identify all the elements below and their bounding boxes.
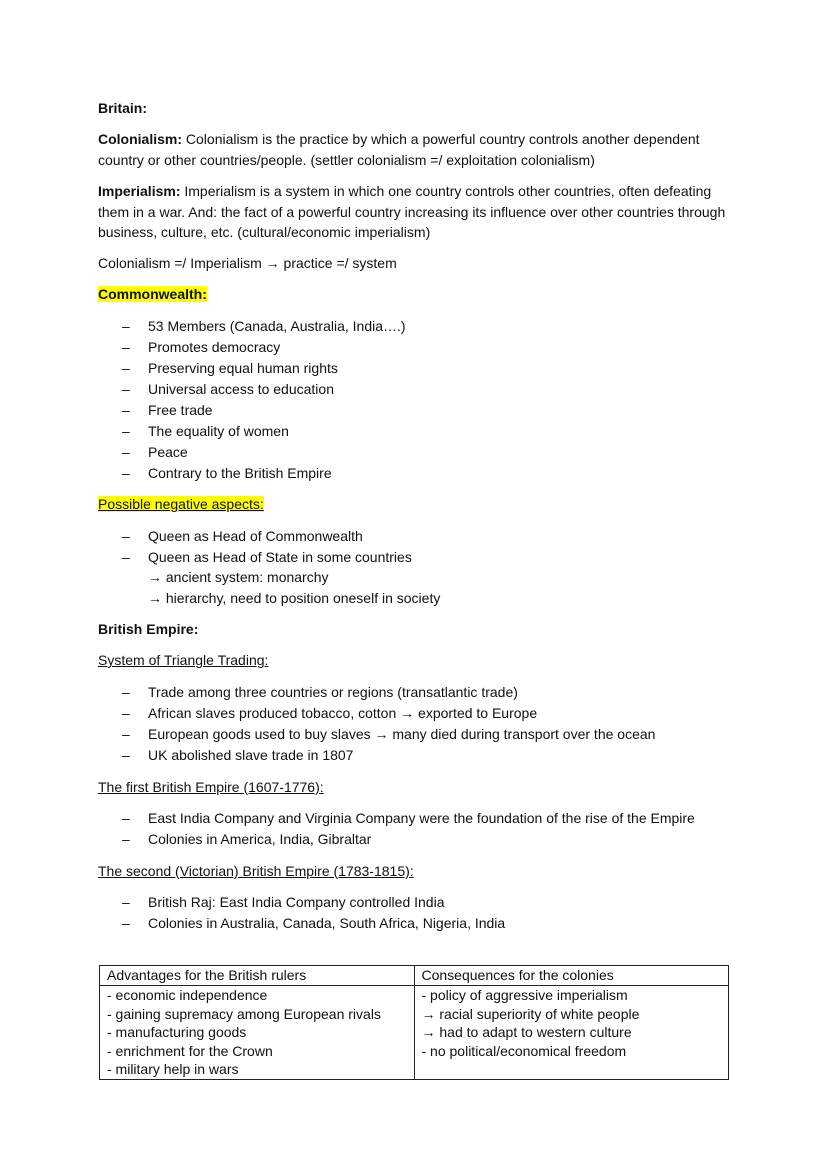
- sub-point: → hierarchy, need to position oneself in society: [148, 589, 441, 606]
- list-item: – UK abolished slave trade in 1807: [122, 747, 354, 763]
- table-line: - gaining supremacy among European rivals: [107, 1005, 381, 1022]
- second-empire-list: [98, 892, 738, 934]
- negative-aspects-subpoints: [98, 567, 738, 608]
- list-item: – Queen as Head of State in some countries: [122, 549, 412, 565]
- consequences-cell: [414, 986, 729, 1080]
- comparison-line: Colonialism =/ Imperialism → practice =/ system: [98, 255, 397, 271]
- commonwealth-heading: Commonwealth:: [98, 286, 207, 302]
- list-item: – Queen as Head of Commonwealth: [122, 528, 363, 544]
- britain-heading: Britain:: [98, 100, 147, 116]
- table-line: → racial superiority of white people: [421, 1005, 640, 1022]
- imperialism-text: Imperialism is a system in which one country controls other countries, often defeating them in a war. And: the fact of a powerful country increasing its influence over other countries through business, culture, etc. (cultural/economic imperialism): [98, 183, 726, 240]
- triangle-trading-heading: System of Triangle Trading:: [98, 652, 269, 668]
- first-empire-list: [98, 808, 738, 850]
- list-item: – British Raj: East India Company controlled India: [122, 894, 445, 910]
- list-item: – Contrary to the British Empire: [122, 465, 332, 481]
- advantages-cell: [100, 986, 415, 1080]
- first-empire-heading: The first British Empire (1607-1776):: [98, 779, 324, 795]
- advantages-consequences-table: [99, 965, 729, 1080]
- list-item: – East India Company and Virginia Company were the foundation of the rise of the Empire: [122, 810, 695, 826]
- table-line: - policy of aggressive imperialism: [421, 987, 628, 1003]
- list-item: – Universal access to education: [122, 381, 334, 397]
- consequences-header: Consequences for the colonies: [414, 966, 729, 986]
- table-line: - no political/economical freedom: [421, 1042, 627, 1059]
- commonwealth-list: [98, 316, 738, 484]
- negative-aspects-list: [98, 526, 738, 568]
- table-line: - manufacturing goods: [107, 1024, 247, 1041]
- british-empire-heading: British Empire:: [98, 621, 199, 637]
- table-row: [100, 986, 729, 1080]
- list-item: – Free trade: [122, 402, 213, 418]
- list-item: – Peace: [122, 444, 188, 460]
- advantages-header: Advantages for the British rulers: [100, 966, 415, 986]
- table-header-row: [100, 966, 729, 986]
- list-item: – 53 Members (Canada, Australia, India….): [122, 318, 406, 334]
- list-item: – The equality of women: [122, 423, 289, 439]
- table-line: - economic independence: [107, 987, 268, 1003]
- list-item: – Preserving equal human rights: [122, 360, 338, 376]
- list-item: – Promotes democracy: [122, 339, 281, 355]
- table-line: - enrichment for the Crown: [107, 1042, 273, 1059]
- list-item: – African slaves produced tobacco, cotton → exported to Europe: [122, 705, 538, 721]
- triangle-trading-list: [98, 682, 738, 766]
- imperialism-term: Imperialism:: [98, 183, 181, 199]
- table-line: - military help in wars: [107, 1061, 239, 1078]
- imperialism-definition: [98, 181, 738, 243]
- list-item: – Colonies in America, India, Gibraltar: [122, 831, 372, 847]
- table-line: → had to adapt to western culture: [421, 1024, 632, 1041]
- colonialism-definition: [98, 129, 738, 170]
- colonialism-term: Colonialism:: [98, 131, 183, 147]
- colonialism-text: Colonialism is the practice by which a powerful country controls another dependent country or other countries/people. (settler colonialism =/ exploitation colonialism): [98, 131, 700, 168]
- list-item: – Colonies in Australia, Canada, South Africa, Nigeria, India: [122, 915, 506, 931]
- second-empire-heading: The second (Victorian) British Empire (1783-1815):: [98, 863, 414, 879]
- list-item: – European goods used to buy slaves → many died during transport over the ocean: [122, 726, 656, 742]
- list-item: – Trade among three countries or regions (transatlantic trade): [122, 684, 518, 700]
- sub-point: → ancient system: monarchy: [148, 569, 329, 585]
- negative-aspects-heading: Possible negative aspects:: [98, 496, 264, 512]
